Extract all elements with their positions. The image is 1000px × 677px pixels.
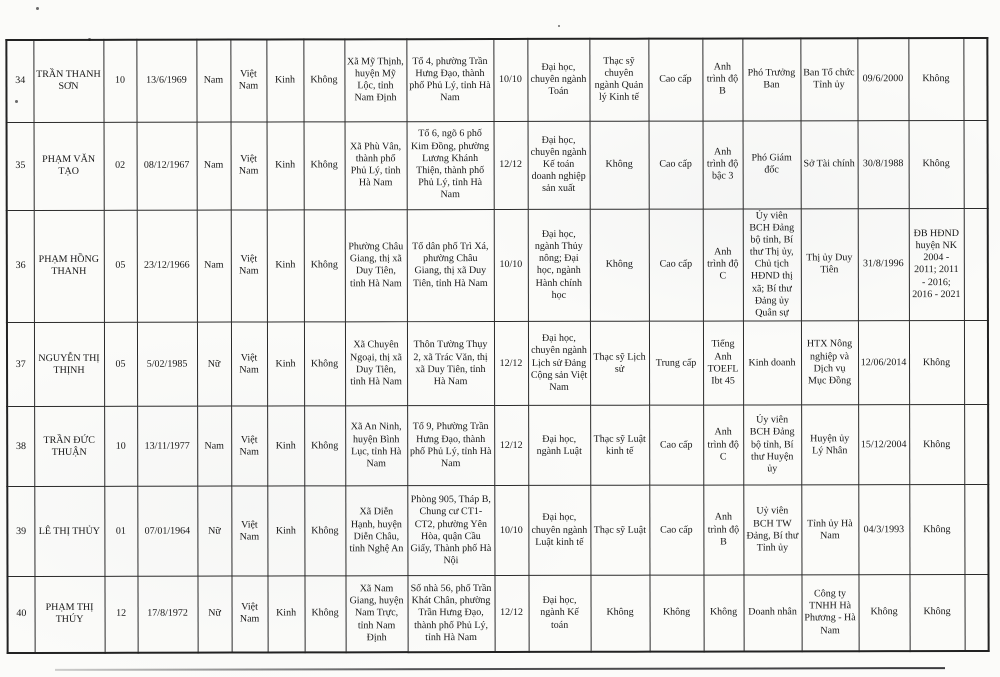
cell-gender: Nam [197, 210, 231, 323]
cell-dob: 17/8/1972 [137, 576, 197, 652]
table-row [7, 120, 988, 210]
cell-hometown: Xã Mỹ Thịnh, huyện Mỹ Lộc, tỉnh Nam Định [344, 39, 406, 121]
cell-general-education: 12/12 [494, 406, 528, 486]
cell-position: Phó Trưởng Ban [742, 38, 800, 120]
cell-general-education: 10/10 [494, 209, 528, 322]
cell-religion: Không [303, 39, 344, 121]
cell-professional-education: Đại học, chuyên ngành Luật kinh tế [528, 485, 590, 575]
cell-hometown: Phường Châu Giang, thị xã Duy Tiên, tỉnh Hà Nam [345, 209, 407, 322]
cell-general-education: 10/10 [493, 39, 527, 121]
cell-political-theory: Cao cấp [648, 39, 702, 121]
cell-note [964, 208, 988, 321]
cell-position: Phó Giám đốc [743, 120, 801, 208]
cell-residence: Số nhà 56, phố Trần Khát Chân, phường Trần Hưng Đạo, thành phố Phủ Lý, tỉnh Hà Nam [407, 576, 494, 652]
cell-dob: 07/01/1964 [137, 486, 197, 576]
cell-professional-education: Đại học, chuyên ngành Toán [527, 39, 589, 121]
cell-party-admission-date: 09/6/2000 [857, 38, 908, 120]
cell-residence: Phòng 905, Tháp B, Chung cư CT1-CT2, phường Yên Hòa, quận Cầu Giấy, Thành phố Hà Nội [407, 486, 494, 576]
cell-dob: 13/11/1977 [137, 406, 197, 486]
cell-dob: 13/6/1969 [136, 40, 196, 122]
cell-workplace: Công ty TNHH Hà Phương - Hà Nam [801, 575, 858, 651]
cell-ethnicity: Kinh [266, 39, 303, 121]
cell-stt: 35 [7, 122, 34, 210]
cell-postgraduate: Thạc sỹ Lịch sử [590, 321, 649, 405]
cell-residence: Thôn Tường Thụy 2, xã Trác Văn, thị xã Duy Tiên, tỉnh Hà Nam [407, 322, 494, 406]
cell-postgraduate: Không [590, 121, 649, 209]
cell-hometown: Xã Phù Vân, thành phố Phủ Lý, tỉnh Hà Nam [345, 121, 407, 209]
cell-code: 05 [104, 210, 137, 323]
cell-code: 05 [104, 322, 137, 406]
cell-workplace: Ban Tổ chức Tỉnh ủy [800, 38, 857, 120]
cell-nationality: Việt Nam [231, 406, 267, 486]
cell-ethnicity: Kinh [267, 406, 304, 486]
cell-note [964, 405, 988, 485]
cell-stt: 39 [7, 487, 34, 577]
table-row [7, 485, 988, 577]
cell-gender: Nam [197, 406, 231, 486]
cell-name: PHẠM HỒNG THANH [34, 210, 104, 323]
cell-residence: Tổ 6, ngõ 6 phố Kim Đồng, phường Lương Khánh Thiện, thành phố Phủ Lý, tỉnh Hà Nam [407, 121, 494, 209]
cell-position: Kinh doanh [743, 321, 801, 405]
cell-note [964, 321, 988, 405]
cell-nationality: Việt Nam [231, 486, 267, 576]
cell-religion: Không [304, 406, 345, 486]
cell-note [964, 120, 988, 208]
cell-hometown: Xã Chuyên Ngoại, thị xã Duy Tiên, tỉnh Hà Nam [345, 322, 407, 406]
cell-party-admission-date: 15/12/2004 [858, 405, 909, 485]
cell-political-theory: Cao cấp [649, 121, 703, 209]
table-row [7, 321, 988, 407]
table-row [7, 575, 988, 653]
cell-stt: 36 [7, 210, 34, 323]
cell-political-theory: Cao cấp [649, 485, 703, 575]
cell-delegate-history: Không [909, 405, 964, 485]
cell-name: TRẦN THANH SƠN [33, 40, 103, 122]
cell-nationality: Việt Nam [230, 39, 266, 121]
cell-ethnicity: Kinh [267, 209, 304, 322]
cell-gender: Nữ [197, 576, 231, 652]
cell-stt: 37 [7, 323, 34, 407]
cell-religion: Không [304, 322, 345, 406]
cell-professional-education: Đại học, chuyên ngành Lịch sử Đảng Cộng sản Việt Nam [528, 321, 590, 405]
cell-foreign-language: Anh trình độ B [702, 38, 742, 120]
cell-postgraduate: Thạc sỹ Luật kinh tế [590, 405, 649, 485]
cell-postgraduate: Thạc sỹ Luật [590, 485, 649, 575]
cell-delegate-history: ĐB HĐND huyện NK 2004 - 2011; 2011 - 2016; 2016 - 2021 [909, 208, 964, 321]
cell-party-admission-date: Không [858, 575, 909, 651]
cell-professional-education: Đại học, ngành Thủy nông; Đại học, ngành Hành chính học [528, 209, 590, 322]
cell-name: NGUYỄN THỊ THỊNH [34, 323, 104, 407]
cell-nationality: Việt Nam [231, 322, 267, 406]
cell-position: Ủy viên BCH Đảng bộ tỉnh, Bí thư Thị ủy, Chủ tịch HĐND thị xã; Bí thư Đảng ủy Quân sự [743, 208, 801, 321]
cell-religion: Không [304, 576, 345, 652]
cell-workplace: Thị ủy Duy Tiên [801, 208, 858, 321]
cell-postgraduate: Không [590, 209, 649, 322]
cell-ethnicity: Kinh [267, 486, 304, 576]
table-row [6, 38, 987, 122]
cell-gender: Nam [196, 40, 230, 122]
cell-code: 10 [104, 406, 137, 486]
cell-position: Uỷ viên BCH TW Đảng, Bí thư Tỉnh ủy [743, 485, 801, 575]
cell-name: PHẠM VĂN TẠO [34, 122, 104, 210]
cell-foreign-language: Anh trình độ C [703, 208, 743, 321]
cell-dob: 23/12/1966 [137, 210, 197, 323]
table-body [6, 38, 988, 653]
cell-residence: Tổ 4, phường Trần Hưng Đạo, thành phố Phủ Lý, tỉnh Hà Nam [406, 39, 493, 121]
cell-general-education: 12/12 [494, 576, 528, 652]
cell-hometown: Xã An Ninh, huyện Bình Lục, tỉnh Hà Nam [345, 406, 407, 486]
cell-hometown: Xã Nam Giang, huyện Nam Trực, tỉnh Nam Định [345, 576, 407, 652]
cell-party-admission-date: 30/8/1988 [858, 120, 909, 208]
cell-foreign-language: Tiếng Anh TOEFL Ibt 45 [703, 321, 743, 405]
page-bottom-scan-line [55, 667, 945, 671]
cell-foreign-language: Anh trình độ bậc 3 [703, 120, 743, 208]
cell-name: PHẠM THỊ THÚY [34, 577, 104, 653]
cell-political-theory: Cao cấp [649, 405, 703, 485]
cell-residence: Tổ dân phố Trì Xá, phường Châu Giang, thị xã Duy Tiên, tỉnh Hà Nam [407, 209, 494, 322]
cell-foreign-language: Anh trình độ C [703, 405, 743, 485]
cell-gender: Nữ [197, 322, 231, 406]
cell-nationality: Việt Nam [231, 209, 267, 322]
cell-position: Doanh nhân [743, 575, 801, 651]
cell-stt: 38 [7, 407, 34, 487]
scan-speck [558, 25, 560, 27]
cell-ethnicity: Kinh [267, 121, 304, 209]
cell-foreign-language: Anh trình độ B [703, 485, 743, 575]
cell-hometown: Xã Diễn Hạnh, huyện Diễn Châu, tỉnh Nghệ An [345, 486, 407, 576]
cell-general-education: 12/12 [494, 121, 528, 209]
cell-delegate-history: Không [909, 120, 964, 208]
cell-note [964, 485, 988, 575]
cell-ethnicity: Kinh [267, 322, 304, 406]
cell-position: Ủy viên BCH Đảng bộ tỉnh, Bí thư Huyện ủy [743, 405, 801, 485]
cell-party-admission-date: 31/8/1996 [858, 208, 909, 321]
cell-professional-education: Đại học, ngành Luật [528, 405, 590, 485]
cell-name: TRẦN ĐỨC THUẬN [34, 407, 104, 487]
cell-foreign-language: Không [703, 575, 743, 651]
cell-workplace: Tỉnh ủy Hà Nam [801, 485, 858, 575]
cell-stt: 34 [6, 40, 33, 122]
cell-religion: Không [304, 486, 345, 576]
table-row [7, 405, 988, 487]
personnel-table [5, 37, 989, 654]
cell-religion: Không [304, 121, 345, 209]
cell-religion: Không [304, 209, 345, 322]
cell-workplace: HTX Nông nghiệp và Dịch vụ Mục Đồng [801, 321, 858, 405]
cell-code: 01 [104, 486, 137, 576]
personnel-table-wrapper [5, 37, 989, 654]
cell-general-education: 10/10 [494, 486, 528, 576]
cell-residence: Tổ 9, Phường Trần Hưng Đạo, thành phố Phủ Lý, tỉnh Hà Nam [407, 406, 494, 486]
cell-professional-education: Đại học, chuyên ngành Kế toán doanh nghiệp sản xuất [528, 121, 590, 209]
cell-nationality: Việt Nam [231, 121, 267, 209]
cell-political-theory: Không [649, 575, 703, 651]
scan-speck [36, 7, 39, 10]
cell-workplace: Sở Tài chính [801, 120, 858, 208]
cell-code: 12 [104, 576, 137, 652]
cell-workplace: Huyện ủy Lý Nhân [801, 405, 858, 485]
cell-party-admission-date: 12/06/2014 [858, 321, 909, 405]
cell-postgraduate: Thạc sỹ chuyên ngành Quản lý Kinh tế [589, 39, 648, 121]
cell-name: LÊ THỊ THỦY [34, 487, 104, 577]
cell-nationality: Việt Nam [231, 576, 267, 652]
cell-note [964, 575, 988, 651]
cell-delegate-history: Không [908, 38, 963, 120]
cell-political-theory: Trung cấp [649, 321, 703, 405]
cell-gender: Nữ [197, 486, 231, 576]
cell-stt: 40 [7, 577, 34, 653]
cell-note [963, 38, 987, 120]
cell-ethnicity: Kinh [267, 576, 304, 652]
cell-gender: Nam [197, 122, 231, 210]
cell-political-theory: Cao cấp [649, 209, 703, 322]
cell-dob: 08/12/1967 [137, 122, 197, 210]
cell-dob: 5/02/1985 [137, 322, 197, 406]
cell-delegate-history: Không [909, 575, 964, 651]
cell-delegate-history: Không [909, 485, 964, 575]
table-row [7, 208, 988, 323]
cell-general-education: 12/12 [494, 322, 528, 406]
cell-code: 02 [104, 122, 137, 210]
cell-delegate-history: Không [909, 321, 964, 405]
cell-code: 10 [103, 40, 136, 122]
cell-professional-education: Đại học, ngành Kế toán [528, 575, 590, 651]
cell-postgraduate: Không [590, 575, 649, 651]
cell-party-admission-date: 04/3/1993 [858, 485, 909, 575]
